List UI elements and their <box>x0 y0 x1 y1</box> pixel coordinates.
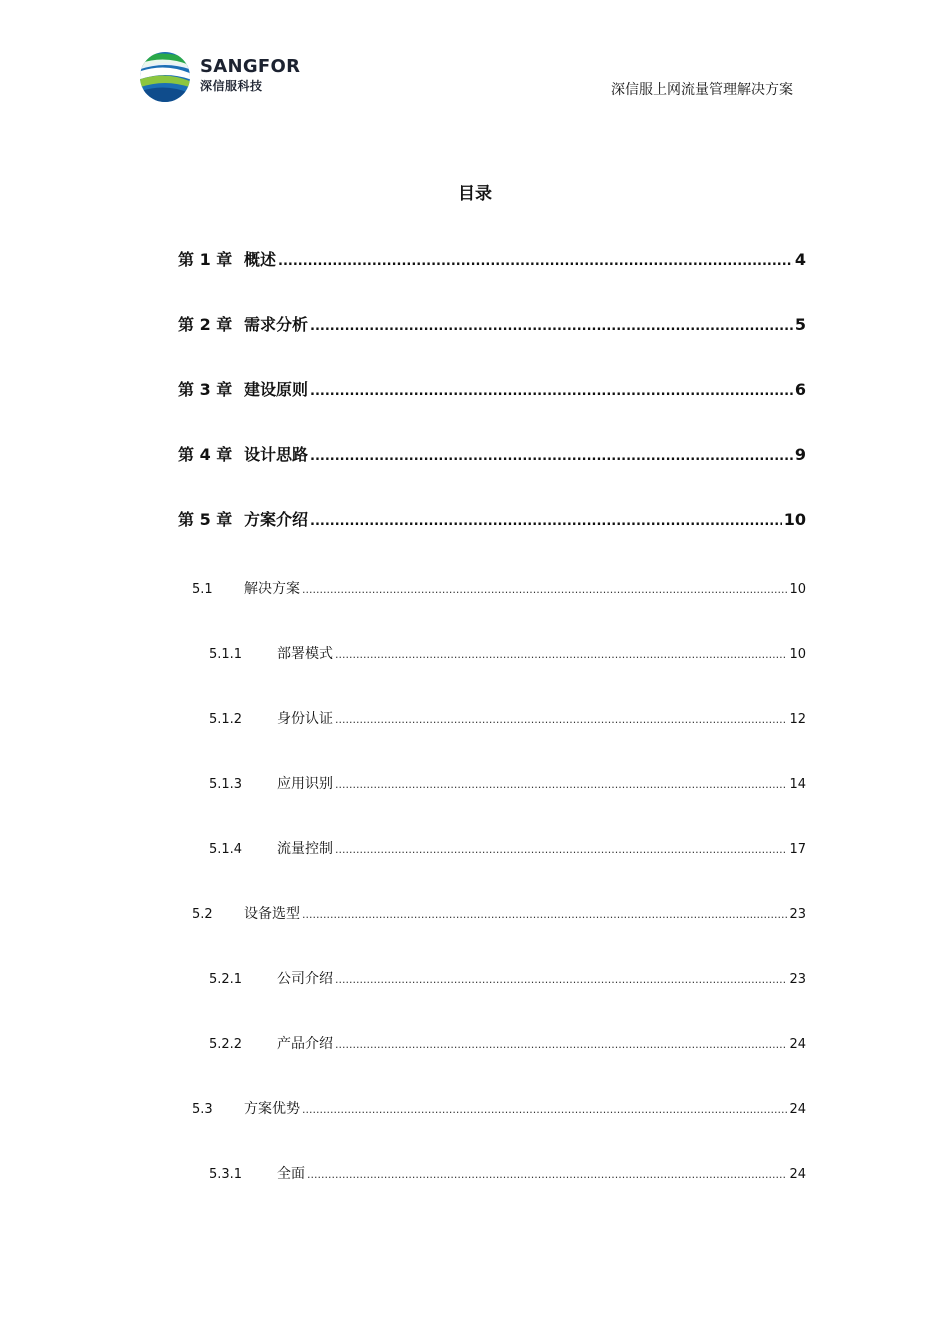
globe-logo-icon <box>138 50 192 104</box>
toc-entry-5-1-1[interactable] <box>209 644 806 665</box>
toc-leader <box>335 1035 787 1055</box>
toc-leader <box>335 645 787 665</box>
toc-entry-number: 第 1 章 <box>178 250 233 269</box>
toc-entry-title: 产品介绍 <box>277 1036 333 1052</box>
toc-entry-page: 24 <box>789 1037 806 1052</box>
sangfor-logo <box>138 50 308 104</box>
brand-subtitle: 深信服科技 <box>200 79 263 93</box>
toc-leader <box>307 1165 787 1185</box>
toc-entry-5-2[interactable] <box>192 904 806 925</box>
toc-entry-number: 5.1.1 <box>209 647 243 662</box>
toc-entry-chapter-3[interactable] <box>178 379 806 403</box>
brand-name: SANGFOR <box>200 56 301 77</box>
toc-entry-page: 12 <box>789 712 806 727</box>
toc-leader <box>335 710 787 730</box>
document-title: 深信服上网流量管理解决方案 <box>611 82 793 98</box>
toc-entry-page: 10 <box>789 647 806 662</box>
toc-entry-title: 应用识别 <box>277 776 333 792</box>
toc-entry-title: 部署模式 <box>277 646 333 662</box>
toc-entry-title: 全面 <box>277 1166 305 1182</box>
toc-entry-chapter-5[interactable] <box>178 509 806 533</box>
toc-entry-page: 10 <box>789 582 806 597</box>
toc-entry-title: 概述 <box>244 250 277 269</box>
toc-entry-number: 第 5 章 <box>178 510 233 529</box>
toc-entry-5-3[interactable] <box>192 1099 806 1120</box>
toc-entry-page: 24 <box>789 1102 806 1117</box>
toc-entry-number: 5.1.4 <box>209 842 243 857</box>
toc-leader <box>310 446 793 468</box>
toc-entry-5-1-3[interactable] <box>209 774 806 795</box>
toc-leader <box>335 840 787 860</box>
toc-entry-title: 方案介绍 <box>244 510 309 529</box>
toc-entry-5-1-4[interactable] <box>209 839 806 860</box>
toc-leader <box>310 316 793 338</box>
toc-entry-title: 公司介绍 <box>277 971 333 987</box>
toc-entry-5-1-2[interactable] <box>209 709 806 730</box>
toc-entry-title: 流量控制 <box>277 841 333 857</box>
toc-entry-number: 第 4 章 <box>178 445 233 464</box>
toc-entry-page: 14 <box>789 777 806 792</box>
toc-entry-title: 设备选型 <box>244 906 300 922</box>
toc-entry-title: 需求分析 <box>244 315 309 334</box>
toc-heading: 目录 <box>458 184 492 204</box>
toc-entry-number: 5.1.2 <box>209 712 243 727</box>
toc-entry-number: 5.3 <box>192 1102 213 1117</box>
toc-entry-number: 5.2.2 <box>209 1037 243 1052</box>
toc-entry-title: 身份认证 <box>277 711 333 727</box>
toc-entry-page: 10 <box>783 510 806 529</box>
toc-entry-title: 建设原则 <box>244 380 309 399</box>
toc-leader <box>310 381 793 403</box>
toc-entry-page: 9 <box>794 445 806 464</box>
toc-leader <box>278 251 793 273</box>
toc-entry-number: 5.2.1 <box>209 972 243 987</box>
toc-leader <box>335 970 787 990</box>
toc-leader <box>302 1100 787 1120</box>
toc-entry-number: 5.1.3 <box>209 777 243 792</box>
toc-entry-title: 方案优势 <box>244 1101 300 1117</box>
toc-entry-number: 第 2 章 <box>178 315 233 334</box>
toc-entry-chapter-1[interactable] <box>178 249 806 273</box>
toc-entry-5-3-1[interactable] <box>209 1164 806 1185</box>
page-header <box>0 0 950 120</box>
toc-entry-number: 5.2 <box>192 907 213 922</box>
toc-entry-page: 5 <box>794 315 806 334</box>
toc-entry-page: 23 <box>789 907 806 922</box>
toc-entry-page: 24 <box>789 1167 806 1182</box>
toc-entry-page: 6 <box>794 380 806 399</box>
toc-leader <box>302 580 787 600</box>
toc-entry-number: 5.1 <box>192 582 213 597</box>
toc-entry-5-2-1[interactable] <box>209 969 806 990</box>
toc-entry-title: 解决方案 <box>244 581 300 597</box>
toc-entry-chapter-4[interactable] <box>178 444 806 468</box>
toc-entry-5-1[interactable] <box>192 579 806 600</box>
toc-leader <box>310 511 782 533</box>
toc-entry-page: 23 <box>789 972 806 987</box>
toc-entry-page: 17 <box>789 842 806 857</box>
toc-entry-title: 设计思路 <box>244 445 309 464</box>
toc-entry-number: 5.3.1 <box>209 1167 243 1182</box>
toc-leader <box>335 775 787 795</box>
toc-entry-page: 4 <box>794 250 806 269</box>
toc-entry-5-2-2[interactable] <box>209 1034 806 1055</box>
toc-entry-number: 第 3 章 <box>178 380 233 399</box>
toc-leader <box>302 905 787 925</box>
toc-entry-chapter-2[interactable] <box>178 314 806 338</box>
